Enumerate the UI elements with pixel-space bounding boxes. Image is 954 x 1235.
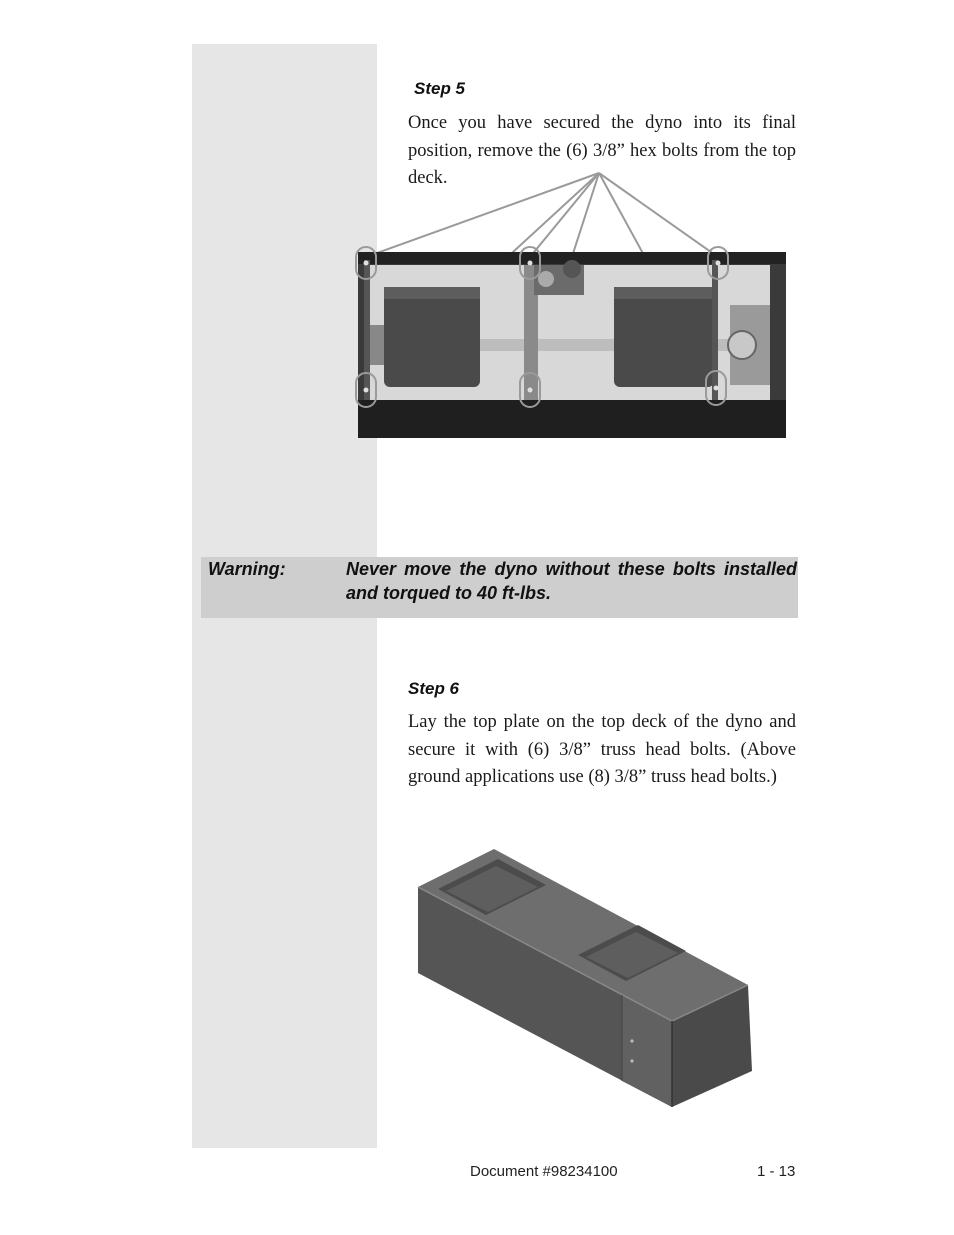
footer-page-number: 1 - 13 [757,1163,796,1180]
warning-text: Never move the dyno without these bolts installed and torqued to 40 ft-lbs. [346,559,797,603]
dyno-front-plate [358,400,786,438]
warning-label: Warning: [208,559,286,579]
roller-right [614,287,714,387]
roller-left [384,287,480,387]
footer-document-number: Document #98234100 [470,1163,618,1180]
dyno-top-view-figure [350,165,790,445]
step-6-heading: Step 6 [408,679,460,698]
step-5-instructions: Once you have secured the dyno into its final position, remove the (6) 3/8” hex bolts from the top deck. [408,113,796,188]
step-5-heading: Step 5 [414,79,466,98]
step-6-instructions: Lay the top plate on the top deck of the dyno and secure it with (6) 3/8” truss head bolts. (Above ground applications use (8) 3/8” truss head bolts.) [408,712,796,787]
dyno-isometric-figure [410,845,760,1115]
